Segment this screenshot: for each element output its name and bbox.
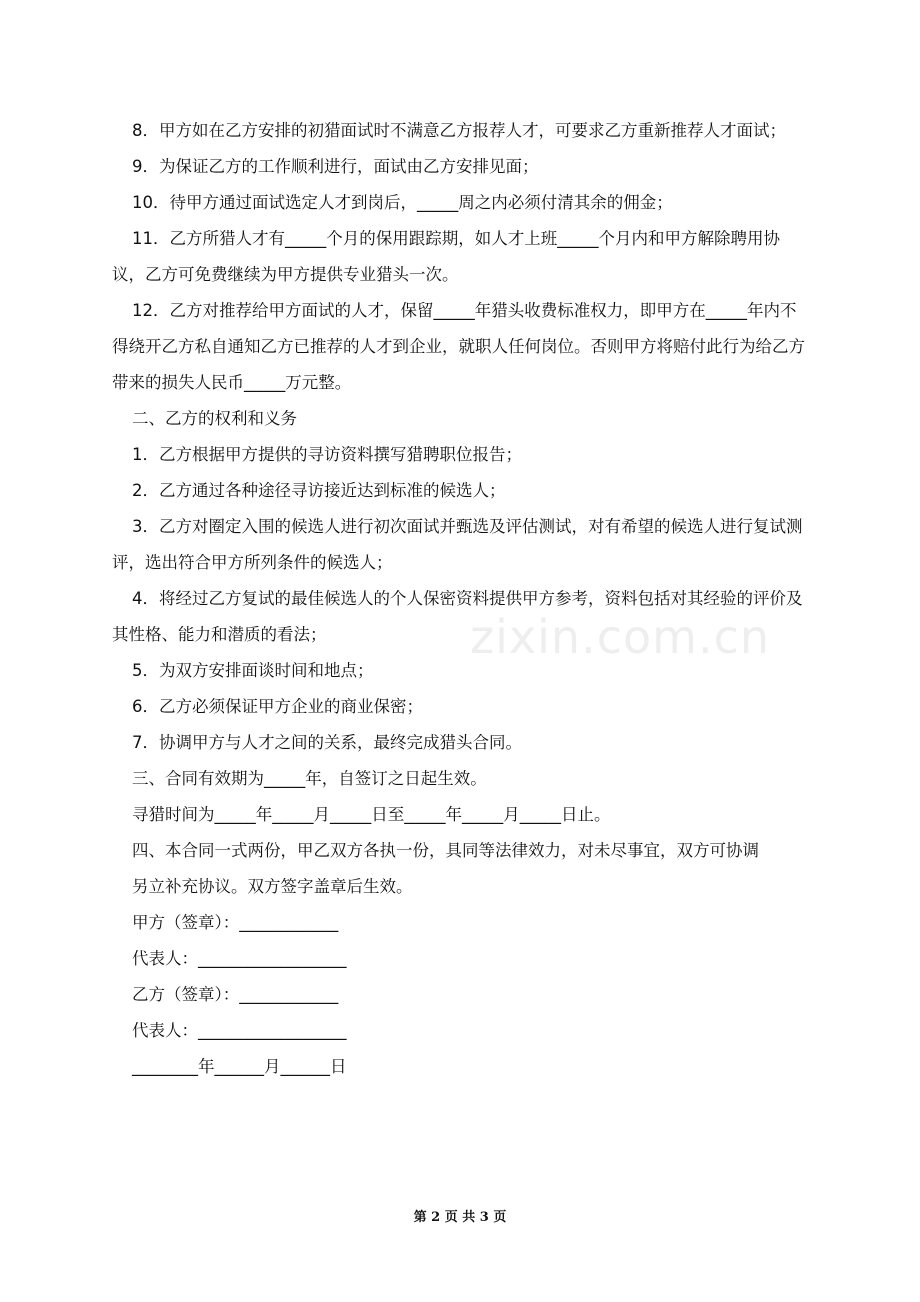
clause-8: 8．甲方如在乙方安排的初猎面试时不满意乙方报荐人才，可要求乙方重新推荐人才面试； bbox=[132, 121, 786, 140]
party-a-representative: 代表人：__________________ bbox=[132, 949, 347, 968]
supplementary-agreement: 另立补充协议。双方签字盖章后生效。 bbox=[132, 877, 413, 896]
clause-9: 9．为保证乙方的工作顺利进行，面试由乙方安排见面； bbox=[132, 157, 539, 176]
party-a-signature: 甲方（签章）：____________ bbox=[132, 913, 339, 932]
party-b-item-3: 3．乙方对圈定入围的候选人进行初次面试并甄选及评估测试，对有希望的候选人进行复试测评，选出符合甲方所列条件的候选人； bbox=[112, 517, 803, 572]
watermark: zixin.com.cn bbox=[470, 610, 771, 664]
party-b-item-4: 4．将经过乙方复试的最佳候选人的个人保密资料提供甲方参考，资料包括对其经验的评价及其性格、能力和潜质的看法； bbox=[112, 589, 803, 644]
section-4-copies: 四、本合同一式两份，甲乙双方各执一份，具同等法律效力，对未尽事宜，双方可协调 bbox=[132, 841, 759, 860]
page-footer: 第 2 页 共 3 页 bbox=[413, 1210, 507, 1225]
party-b-representative: 代表人：__________________ bbox=[132, 1021, 347, 1040]
signing-date: ________年______月______日 bbox=[132, 1057, 347, 1076]
clause-10: 10．待甲方通过面试选定人才到岗后，_____周之内必须付清其余的佣金； bbox=[132, 193, 673, 212]
party-b-item-7: 7．协调甲方与人才之间的关系，最终完成猎头合同。 bbox=[132, 733, 522, 752]
party-b-item-5: 5．为双方安排面谈时间和地点； bbox=[132, 661, 374, 680]
clause-12: 12．乙方对推荐给甲方面试的人才，保留_____年猎头收费标准权力，即甲方在_____年内不得绕开乙方私自通知乙方已推荐的人才到企业，就职人任何岗位。否则甲方将赔付此行为给乙方带来的损失人民币_____万元整。 bbox=[112, 301, 805, 392]
section-heading-2: 二、乙方的权利和义务 bbox=[132, 409, 297, 428]
search-period: 寻猎时间为_____年_____月_____日至_____年_____月_____日止。 bbox=[132, 805, 611, 824]
contract-body bbox=[112, 113, 812, 1085]
party-b-signature: 乙方（签章）：____________ bbox=[132, 985, 339, 1004]
party-b-item-6: 6．乙方必须保证甲方企业的商业保密； bbox=[132, 697, 423, 716]
section-3-validity: 三、合同有效期为_____年，自签订之日起生效。 bbox=[132, 769, 487, 788]
party-b-item-1: 1．乙方根据甲方提供的寻访资料撰写猎聘职位报告； bbox=[132, 445, 522, 464]
party-b-item-2: 2．乙方通过各种途径寻访接近达到标准的候选人； bbox=[132, 481, 506, 500]
clause-11: 11．乙方所猎人才有_____个月的保用跟踪期，如人才上班_____个月内和甲方解除聘用协议，乙方可免费继续为甲方提供专业猎头一次。 bbox=[112, 229, 780, 284]
